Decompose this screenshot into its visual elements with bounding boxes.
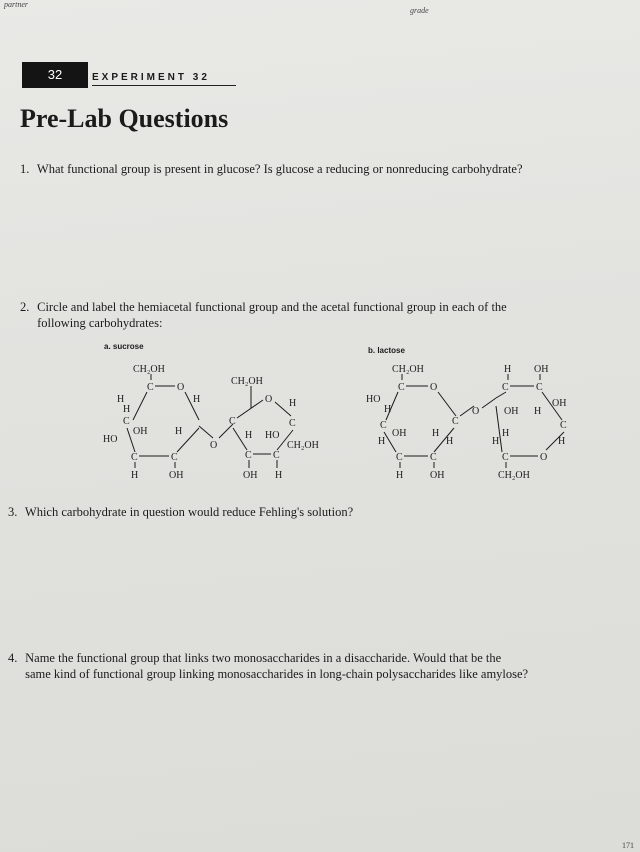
lactose-o3: O [540,452,548,463]
lactose-c8: C [560,420,567,431]
sucrose-h2: H [123,404,131,415]
lactose-c5: C [452,416,459,427]
sucrose-c3: C [131,452,138,463]
question-2-number: 2. [20,300,30,314]
question-4-line-1: Name the functional group that links two monosaccharides in a disaccharide. Would that be the [25,651,502,665]
lactose-c2: C [380,420,387,431]
sucrose-label: a. sucrose [104,342,144,351]
sucrose-oh2: OH [169,470,184,481]
sucrose-o3: O [210,440,218,451]
sucrose-h5: H [131,470,139,481]
lactose-c1: C [398,382,405,393]
lactose-structure [362,350,632,490]
page-number: 171 [622,841,634,850]
sucrose-ch2oh-b: CH₂OH [231,376,263,387]
sucrose-c9: C [273,450,280,461]
sucrose-ho2: HO [265,430,280,441]
sucrose-c7: C [289,418,296,429]
sucrose-structure [95,350,355,490]
question-2-line-1: Circle and label the hemiacetal functional group and the acetal functional group in each of the [37,300,507,314]
lactose-h10: H [558,436,566,447]
question-4-line-2: same kind of functional group linking monosaccharides in long-chain polysaccharides like amylose? [25,667,529,681]
lactose-ch2oh-a: CH₂OH [392,364,424,375]
page-title: Pre-Lab Questions [20,104,229,133]
question-3-text: Which carbohydrate in question would reduce Fehling's solution? [24,505,354,519]
question-2-line-2: following carbohydrates: [37,316,163,330]
lactose-ch2oh-b: CH₂OH [498,470,530,481]
lactose-label: b. lactose [368,346,405,355]
sucrose-ho1: HO [103,434,118,445]
grade-label: grade [410,6,429,15]
lactose-h3: H [378,436,386,447]
question-1 [20,161,630,177]
lactose-h1: H [384,404,392,415]
question-3 [8,504,628,520]
lactose-c4: C [430,452,437,463]
sucrose-h7: H [245,430,253,441]
question-1-text: What functional group is present in glucose? Is glucose a reducing or nonreducing carbohydrate? [36,162,523,176]
experiment-label: EXPERIMENT 32 [92,72,236,86]
question-4-number: 4. [8,651,18,665]
lactose-c6: C [502,382,509,393]
sucrose-h8: H [275,470,283,481]
lactose-c7: C [536,382,543,393]
question-3-number: 3. [8,505,18,519]
question-4 [8,650,634,682]
sucrose-h4: H [175,426,183,437]
sucrose-h3: H [193,394,201,405]
sucrose-h1: H [117,394,125,405]
lactose-oh3: OH [534,364,549,375]
sucrose-o2: O [265,394,273,405]
question-1-number: 1. [20,162,30,176]
lactose-oh1: OH [392,428,407,439]
sucrose-c4: C [171,452,178,463]
lactose-c3: C [396,452,403,463]
lactose-h8: H [502,428,510,439]
lactose-o2: O [472,406,480,417]
sucrose-c1: C [147,382,154,393]
sucrose-oh3: OH [243,470,258,481]
lactose-c9: C [502,452,509,463]
lactose-h6: H [504,364,512,375]
question-2 [20,299,630,331]
sucrose-c2: C [123,416,130,427]
lactose-ho1: HO [366,394,381,405]
lactose-h2: H [432,428,440,439]
sucrose-c8: C [245,450,252,461]
lactose-oh5: OH [552,398,567,409]
lactose-h9: H [492,436,500,447]
sucrose-ch2oh-a: CH₂OH [133,364,165,375]
lactose-oh2: OH [430,470,445,481]
lactose-h5: H [396,470,404,481]
partner-label: partner [4,0,28,9]
sucrose-oh1: OH [133,426,148,437]
experiment-number-box: 32 [22,62,88,88]
lactose-h7: H [534,406,542,417]
lactose-o1: O [430,382,438,393]
sucrose-h6: H [289,398,297,409]
sucrose-c6: C [229,416,236,427]
sucrose-ch2oh-c: CH₂OH [287,440,319,451]
sucrose-o1: O [177,382,185,393]
lactose-h4: H [446,436,454,447]
lactose-oh4: OH [504,406,519,417]
